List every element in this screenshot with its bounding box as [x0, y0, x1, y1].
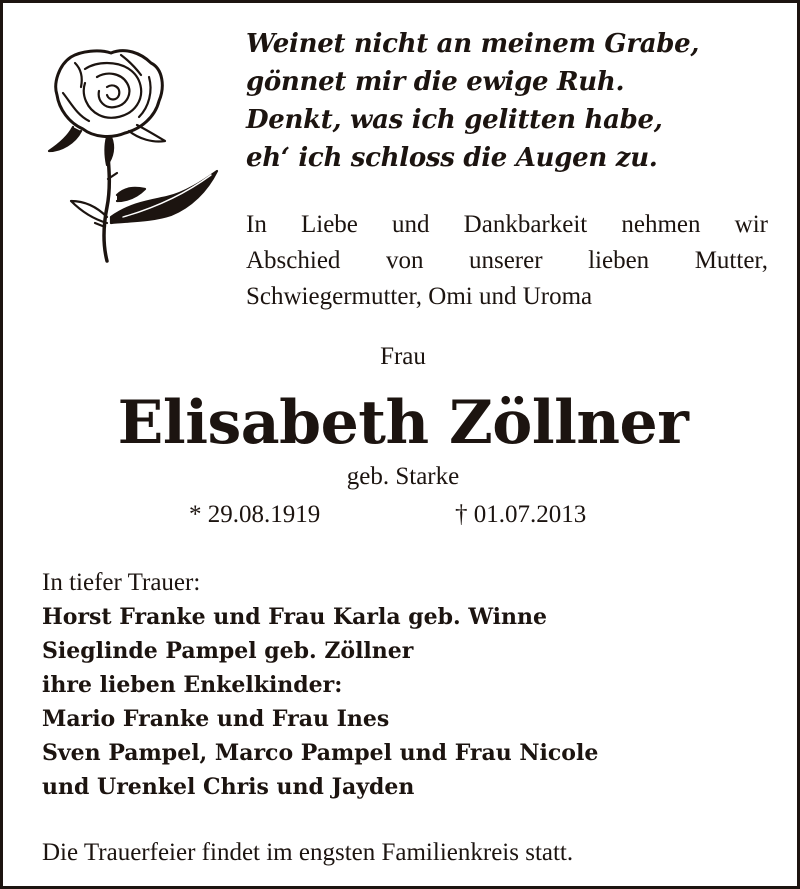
mourner-line: und Urenkel Chris und Jayden [42, 774, 415, 800]
intro-line: Schwiegermutter, Omi und Uroma [246, 283, 593, 310]
poem-line: eh‘ ich schloss die Augen zu. [246, 143, 658, 173]
service-note: Die Trauerfeier findet im engsten Familienkreis statt. [42, 839, 574, 866]
poem-line: Denkt, was ich gelitten habe, [246, 105, 663, 135]
mourner-line: ihre lieben Enkelkinder: [42, 672, 343, 698]
poem [246, 25, 786, 177]
mourner-line: Horst Franke und Frau Karla geb. Winne [42, 604, 547, 630]
intro-line: Abschied von unserer lieben Mutter, [246, 247, 768, 274]
poem-line: Weinet nicht an meinem Grabe, [246, 29, 700, 59]
mourners-lead: In tiefer Trauer: [42, 569, 201, 596]
rose-illustration [41, 47, 227, 265]
mourner-line: Sieglinde Pampel geb. Zöllner [42, 638, 414, 664]
death-date: † 01.07.2013 [455, 501, 587, 528]
poem-line: gönnet mir die ewige Ruh. [246, 67, 625, 97]
maiden-name: geb. Starke [346, 463, 460, 490]
intro-text [246, 207, 768, 315]
birth-date: * 29.08.1919 [189, 501, 321, 528]
intro-line: In Liebe und Dankbarkeit nehmen wir [246, 211, 768, 238]
deceased-name: Elisabeth Zöllner [117, 388, 689, 458]
mourners-list [42, 566, 762, 804]
mourner-line: Sven Pampel, Marco Pampel und Frau Nicole [42, 740, 599, 766]
mourner-line: Mario Franke und Frau Ines [42, 706, 390, 732]
deceased-title: Frau [380, 343, 426, 370]
